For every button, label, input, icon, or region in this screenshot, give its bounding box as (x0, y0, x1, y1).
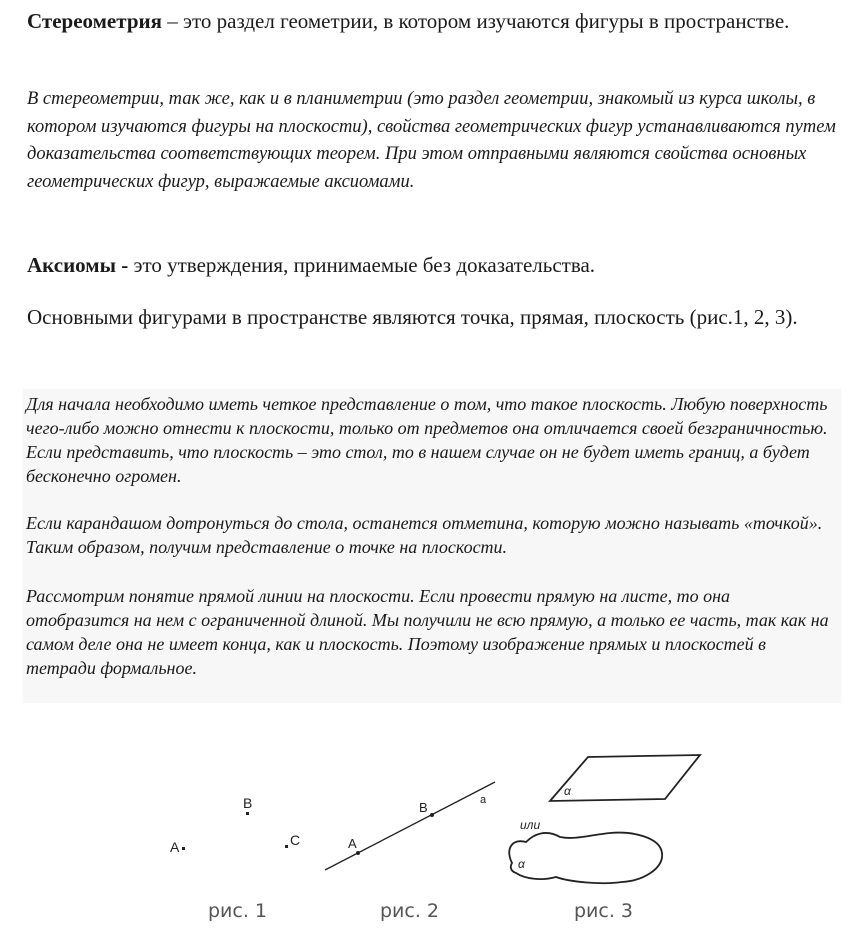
or-label: или (520, 818, 541, 832)
plane-explanation: Для начала необходимо иметь четкое представление о том, что такое плоскость. Любую поверхность чего-либо можно отнести к плоскости, только от предметов она отличается своей безграничностью. Если представить, что плоскость – это стол, то в нашем случае он не будет иметь границ, а будет бесконечно огромен. (26, 394, 828, 486)
plane-blob (509, 833, 662, 884)
point-a-label: A (170, 839, 180, 855)
figure-2-caption: рис. 2 (380, 900, 440, 922)
stereometry-definition-text: – это раздел геометрии, в котором изучаются фигуры в пространстве. (161, 9, 790, 33)
point-explanation: Если карандашом дотронуться до стола, останется отметина, которую можно называть «точкой». Таким образом, получим представление о точке на плоскости. (26, 513, 823, 557)
line-a (325, 782, 495, 870)
figure-1-caption: рис. 1 (208, 900, 268, 922)
line-point-b-dot (430, 813, 434, 817)
basic-figures-paragraph: Основными фигурами в пространстве являются точка, прямая, плоскость (рис.1, 2, 3). (27, 305, 798, 329)
figure-line (325, 782, 495, 870)
figure-plane (509, 755, 700, 883)
axioms-definition (27, 250, 837, 281)
figure-points (170, 795, 300, 855)
plane-alpha-label: α (564, 784, 571, 798)
plane-parallelogram (550, 755, 700, 801)
figures-illustration (160, 745, 720, 885)
blob-alpha-label: α (518, 857, 525, 871)
point-c-label: C (290, 832, 301, 848)
axioms-term: Аксиомы - (27, 253, 129, 277)
point-c-dot (285, 845, 288, 848)
stereometry-definition (27, 6, 827, 37)
axioms-definition-text: это утверждения, принимаемые без доказательства. (128, 253, 596, 277)
point-b-label: B (243, 795, 253, 811)
stereometry-italic-paragraph: В стереометрии, так же, как и в планиметрии (это раздел геометрии, знакомый из курса школы, в котором изучаются фигуры на плоскости), свойства геометрических фигур устанавливаются путем доказательства соответствующих теорем. При этом отправными являются свойства основных геометрических фигур, выражаемые аксиомами. (27, 89, 836, 192)
stereometry-term: Стереометрия (27, 9, 162, 33)
point-a-dot (182, 847, 185, 850)
point-b-dot (246, 812, 249, 815)
line-point-a-dot (356, 851, 360, 855)
figure-3-caption: рис. 3 (574, 900, 634, 922)
line-a-label: a (480, 794, 487, 806)
line-explanation: Рассмотрим понятие прямой линии на плоскости. Если провести прямую на листе, то она отобразится на нем с ограниченной длиной. Мы получили не всю прямую, а только ее часть, так как на самом деле она не имеет конца, как и плоскость. Поэтому изображение прямых и плоскостей в тетради формальное. (26, 586, 829, 678)
line-point-a-label: A (348, 836, 357, 851)
line-point-b-label: B (419, 800, 428, 815)
